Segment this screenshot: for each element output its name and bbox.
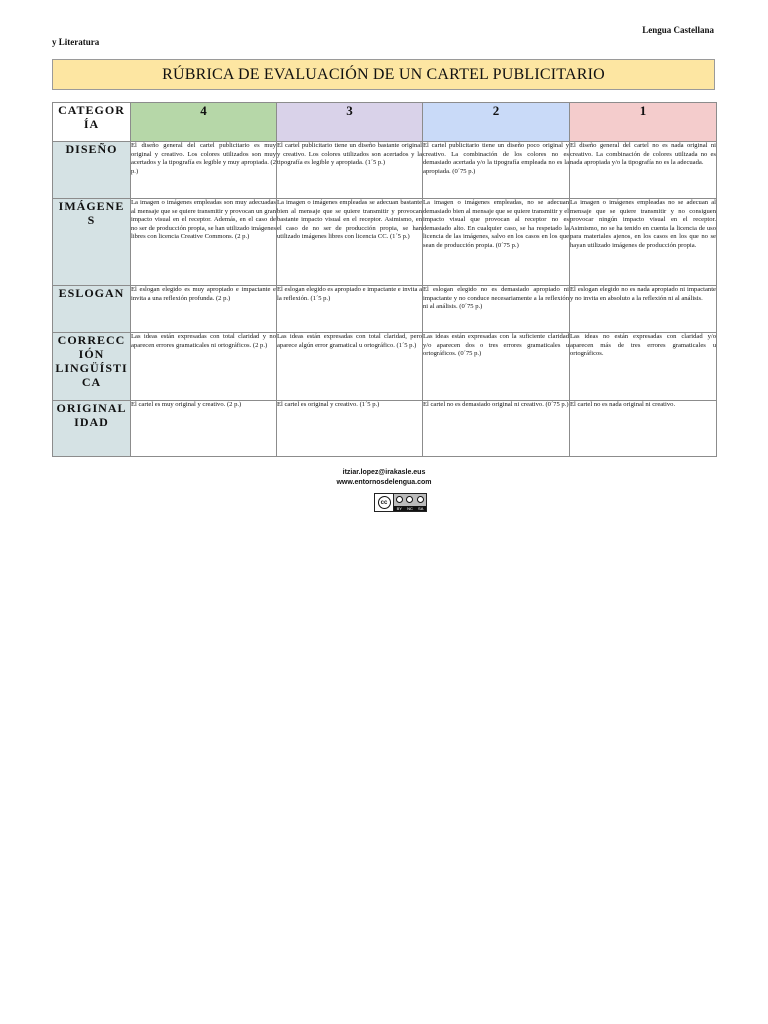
license-term-by: BY xyxy=(396,506,402,511)
rubric-row-correccion xyxy=(53,333,717,401)
website-link[interactable]: www.entornosdelengua.com xyxy=(336,479,432,486)
license-term-nc: NC xyxy=(407,506,413,511)
criterion-cell: Las ideas están expresadas con total claridad, pero aparece algún error gramatical u ortográfico. (1´5 p.) xyxy=(277,333,423,401)
criterion-cell: El diseño general del cartel publicitario es muy original y creativo. Los colores utilizados son muy acertados y la tipografía es legible y muy apropiada. (2 p.) xyxy=(131,142,277,199)
criterion-cell: La imagen o imágenes empleadas, no se adecuan demasiado bien al mensaje que se quiere transmitir y el impacto visual que provocan al receptor no es demasiado alto. En cualquier caso, se ha respetado la licencia de las imágenes, salvo en los casos en los que sean de producción propia. (0´75 p.) xyxy=(423,199,570,286)
criterion-cell: Las ideas están expresadas con total claridad y no aparecen errores gramaticales ni ortográficos. (2 p.) xyxy=(131,333,277,401)
criterion-cell: La imagen o imágenes empleadas son muy adecuadas al mensaje que se quiere transmitir y provocan un gran impacto visual en el receptor. Además, en el caso de no ser de producción propia, se han utilizado imágenes libres con licencia Creative Commons. (2 p.) xyxy=(131,199,277,286)
criterion-cell: La imagen o imágenes empleadas no se adecuan al mensaje que se quiere transmitir y no consiguen provocar ningún impacto visual en el receptor. Asimismo, no se ha tenido en cuenta la licencia de uso para materiales ajenos, en los casos en los que no se hayan utilizado imágenes de producción propia. xyxy=(570,199,717,286)
criterion-cell: El eslogan elegido es muy apropiado e impactante e invita a una reflexión profunda. (2 p.) xyxy=(131,286,277,333)
category-label: ORIGINAL IDAD xyxy=(53,401,131,457)
rubric-header-row xyxy=(53,103,717,142)
rubric-table xyxy=(52,102,717,457)
rubric-row-imagenes xyxy=(53,199,717,286)
criterion-cell: El cartel no es demasiado original ni creativo. (0´75 p.) xyxy=(423,401,570,457)
noncommercial-icon xyxy=(406,496,413,503)
level-3-header: 3 xyxy=(277,103,423,142)
category-column-header: CATEGOR ÍA xyxy=(53,103,131,142)
criterion-cell: El eslogan elegido es apropiado e impactante e invita a la reflexión. (1´5 p.) xyxy=(277,286,423,333)
rubric-row-originalidad xyxy=(53,401,717,457)
level-2-header: 2 xyxy=(423,103,570,142)
criterion-cell: La imagen o imágenes empleadas se adecuan bastante bien al mensaje que se quiere transmitir y provocan bastante impacto visual en el receptor. Asimismo, en el caso de no ser de producción propia, se han utilizado imágenes libres con licencia CC. (1´5 p.) xyxy=(277,199,423,286)
rubric-row-eslogan xyxy=(53,286,717,333)
attribution-icon xyxy=(396,496,403,503)
level-4-header: 4 xyxy=(131,103,277,142)
subject-header-right: Lengua Castellana xyxy=(642,25,714,35)
criterion-cell: El cartel publicitario tiene un diseño poco original y creativo. La combinación de los colores no es demasiado acertada y/o la tipografía empleada no es la apropiada. (0´75 p.) xyxy=(423,142,570,199)
criterion-cell: El eslogan elegido no es demasiado apropiado ni impactante y no conduce necesariamente a la reflexión ni al análisis. (0´75 p.) xyxy=(423,286,570,333)
footer xyxy=(0,468,768,488)
category-label: ESLOGAN xyxy=(53,286,131,333)
subject-header-left: y Literatura xyxy=(52,37,100,47)
category-label: IMÁGENE S xyxy=(53,199,131,286)
criterion-cell: El cartel publicitario tiene un diseño bastante original y creativo. Los colores utilizados son acertados y la tipografía es legible y apropiada. (1´5 p.) xyxy=(277,142,423,199)
author-email[interactable]: itziar.lopez@irakasle.eus xyxy=(342,469,426,476)
criterion-cell: El cartel es original y creativo. (1´5 p.) xyxy=(277,401,423,457)
page-title xyxy=(52,59,715,90)
criterion-cell: Las ideas están expresadas con la suficiente claridad y/o aparecen dos o tres errores gramaticales u ortográficos. (0´75 p.) xyxy=(423,333,570,401)
rubric-row-diseno xyxy=(53,142,717,199)
page-title-text: RÚBRICA DE EVALUACIÓN DE UN CARTEL PUBLICITARIO xyxy=(162,65,605,83)
criterion-cell: Las ideas no están expresadas con claridad y/o aparecen más de tres errores gramaticales u ortográficos. xyxy=(570,333,717,401)
creative-commons-icon[interactable] xyxy=(374,493,427,512)
cc-logo-icon: cc xyxy=(378,496,391,509)
criterion-cell: El eslogan elegido no es nada apropiado ni impactante y no invita en absoluto a la reflexión ni al análisis. xyxy=(570,286,717,333)
criterion-cell: El cartel no es nada original ni creativo. xyxy=(570,401,717,457)
license-term-sa: SA xyxy=(418,506,424,511)
category-label: DISEÑO xyxy=(53,142,131,199)
criterion-cell: El cartel es muy original y creativo. (2 p.) xyxy=(131,401,277,457)
criterion-cell: El diseño general del cartel no es nada original ni creativo. La combinación de colores utilizada no es nada apropiada y/o la tipografía no es la adecuada. xyxy=(570,142,717,199)
level-1-header: 1 xyxy=(570,103,717,142)
sharealike-icon xyxy=(417,496,424,503)
category-label: CORRECC IÓN LINGÜÍSTI CA xyxy=(53,333,131,401)
